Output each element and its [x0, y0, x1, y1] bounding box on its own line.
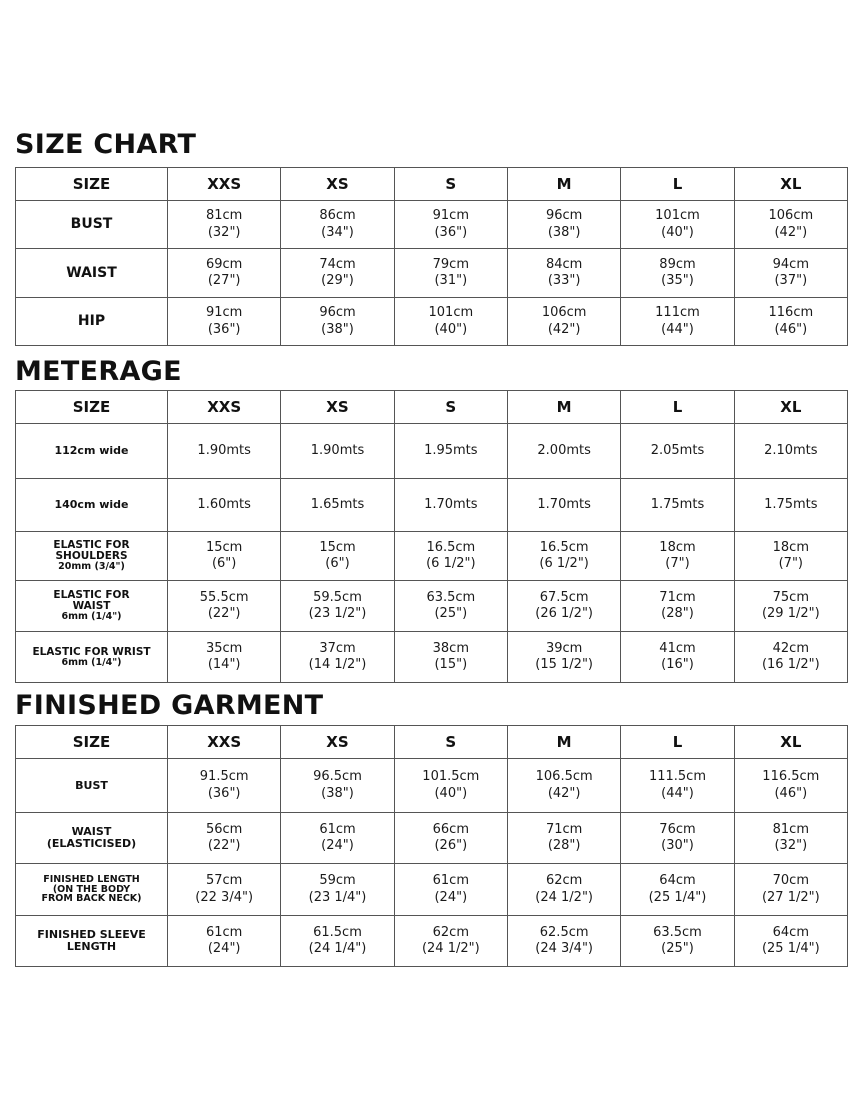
cell: 81cm (32") [734, 813, 847, 864]
cell: 70cm (27 1/2") [734, 864, 847, 916]
table-row [16, 424, 848, 479]
header-l: L [621, 726, 734, 759]
cell: 1.95mts [394, 424, 507, 479]
table-row [16, 298, 848, 346]
cell: 63.5cm (25") [621, 916, 734, 967]
cell: 64cm (25 1/4") [734, 916, 847, 967]
cell: 64cm (25 1/4") [621, 864, 734, 916]
cell: 1.65mts [281, 479, 394, 532]
cell: 62cm (24 1/2") [507, 864, 620, 916]
table-row [16, 916, 848, 967]
cell: 111cm (44") [621, 298, 734, 346]
header-size: SIZE [16, 168, 168, 201]
cell: 39cm (15 1/2") [507, 632, 620, 683]
cell: 2.05mts [621, 424, 734, 479]
meterage-table [15, 390, 848, 683]
cell: 75cm (29 1/2") [734, 581, 847, 632]
cell: 63.5cm (25") [394, 581, 507, 632]
cell: 61cm (24") [394, 864, 507, 916]
cell: 91cm (36") [394, 201, 507, 249]
cell: 89cm (35") [621, 249, 734, 298]
cell: 66cm (26") [394, 813, 507, 864]
table-row [16, 581, 848, 632]
cell: 67.5cm (26 1/2") [507, 581, 620, 632]
cell: 96cm (38") [507, 201, 620, 249]
cell: 71cm (28") [507, 813, 620, 864]
cell: 15cm (6") [281, 532, 394, 581]
cell: 101cm (40") [394, 298, 507, 346]
header-row [16, 168, 848, 201]
cell: 61cm (24") [281, 813, 394, 864]
cell: 56cm (22") [168, 813, 281, 864]
cell: 2.00mts [507, 424, 620, 479]
cell: 69cm (27") [168, 249, 281, 298]
cell: 106.5cm (42") [507, 759, 620, 813]
header-xs: XS [281, 168, 394, 201]
header-size: SIZE [16, 726, 168, 759]
header-xxs: XXS [168, 391, 281, 424]
row-label-elastic-wrist: ELASTIC FOR WRIST 6mm (1/4") [16, 632, 168, 683]
cell: 16.5cm (6 1/2") [507, 532, 620, 581]
header-xs: XS [281, 391, 394, 424]
header-xs: XS [281, 726, 394, 759]
cell: 62cm (24 1/2") [394, 916, 507, 967]
table-row [16, 759, 848, 813]
header-xxs: XXS [168, 726, 281, 759]
header-xl: XL [734, 168, 847, 201]
cell: 1.90mts [281, 424, 394, 479]
finished-garment-title: FINISHED GARMENT [15, 690, 324, 721]
cell: 86cm (34") [281, 201, 394, 249]
cell: 18cm (7") [621, 532, 734, 581]
table-row [16, 864, 848, 916]
cell: 15cm (6") [168, 532, 281, 581]
row-label-bust: BUST [16, 759, 168, 813]
table-row [16, 632, 848, 683]
row-label-hip: HIP [16, 298, 168, 346]
header-m: M [507, 726, 620, 759]
cell: 35cm (14") [168, 632, 281, 683]
cell: 59.5cm (23 1/2") [281, 581, 394, 632]
row-label-140cm-wide: 140cm wide [16, 479, 168, 532]
table-row [16, 813, 848, 864]
finished-garment-table [15, 725, 848, 967]
cell: 101.5cm (40") [394, 759, 507, 813]
meterage-title: METERAGE [15, 356, 182, 387]
cell: 71cm (28") [621, 581, 734, 632]
header-xl: XL [734, 726, 847, 759]
cell: 116cm (46") [734, 298, 847, 346]
cell: 84cm (33") [507, 249, 620, 298]
cell: 91.5cm (36") [168, 759, 281, 813]
table-row [16, 249, 848, 298]
row-label-elastic-waist: ELASTIC FOR WAIST 6mm (1/4") [16, 581, 168, 632]
row-label-elastic-shoulders: ELASTIC FOR SHOULDERS 20mm (3/4") [16, 532, 168, 581]
cell: 96.5cm (38") [281, 759, 394, 813]
header-m: M [507, 391, 620, 424]
cell: 106cm (42") [507, 298, 620, 346]
size-chart-title: SIZE CHART [15, 129, 197, 160]
cell: 74cm (29") [281, 249, 394, 298]
cell: 41cm (16") [621, 632, 734, 683]
header-xl: XL [734, 391, 847, 424]
cell: 116.5cm (46") [734, 759, 847, 813]
row-label-waist-elasticised: WAIST (ELASTICISED) [16, 813, 168, 864]
cell: 1.75mts [734, 479, 847, 532]
table-row [16, 532, 848, 581]
row-label-112cm-wide: 112cm wide [16, 424, 168, 479]
row-label-finished-sleeve-length: FINISHED SLEEVE LENGTH [16, 916, 168, 967]
cell: 81cm (32") [168, 201, 281, 249]
cell: 61cm (24") [168, 916, 281, 967]
header-l: L [621, 391, 734, 424]
cell: 18cm (7") [734, 532, 847, 581]
cell: 55.5cm (22") [168, 581, 281, 632]
cell: 2.10mts [734, 424, 847, 479]
cell: 111.5cm (44") [621, 759, 734, 813]
cell: 1.90mts [168, 424, 281, 479]
header-size: SIZE [16, 391, 168, 424]
cell: 79cm (31") [394, 249, 507, 298]
cell: 106cm (42") [734, 201, 847, 249]
cell: 76cm (30") [621, 813, 734, 864]
header-row [16, 726, 848, 759]
cell: 1.70mts [507, 479, 620, 532]
header-row [16, 391, 848, 424]
cell: 16.5cm (6 1/2") [394, 532, 507, 581]
header-l: L [621, 168, 734, 201]
cell: 59cm (23 1/4") [281, 864, 394, 916]
cell: 94cm (37") [734, 249, 847, 298]
size-chart-table [15, 167, 848, 346]
header-s: S [394, 726, 507, 759]
cell: 38cm (15") [394, 632, 507, 683]
row-label-waist: WAIST [16, 249, 168, 298]
row-label-bust: BUST [16, 201, 168, 249]
cell: 1.70mts [394, 479, 507, 532]
table-row [16, 479, 848, 532]
cell: 1.60mts [168, 479, 281, 532]
header-s: S [394, 391, 507, 424]
cell: 62.5cm (24 3/4") [507, 916, 620, 967]
cell: 57cm (22 3/4") [168, 864, 281, 916]
row-label-finished-length: FINISHED LENGTH (ON THE BODY FROM BACK NECK) [16, 864, 168, 916]
cell: 42cm (16 1/2") [734, 632, 847, 683]
cell: 91cm (36") [168, 298, 281, 346]
table-row [16, 201, 848, 249]
cell: 37cm (14 1/2") [281, 632, 394, 683]
cell: 96cm (38") [281, 298, 394, 346]
header-s: S [394, 168, 507, 201]
cell: 61.5cm (24 1/4") [281, 916, 394, 967]
cell: 101cm (40") [621, 201, 734, 249]
header-m: M [507, 168, 620, 201]
cell: 1.75mts [621, 479, 734, 532]
header-xxs: XXS [168, 168, 281, 201]
